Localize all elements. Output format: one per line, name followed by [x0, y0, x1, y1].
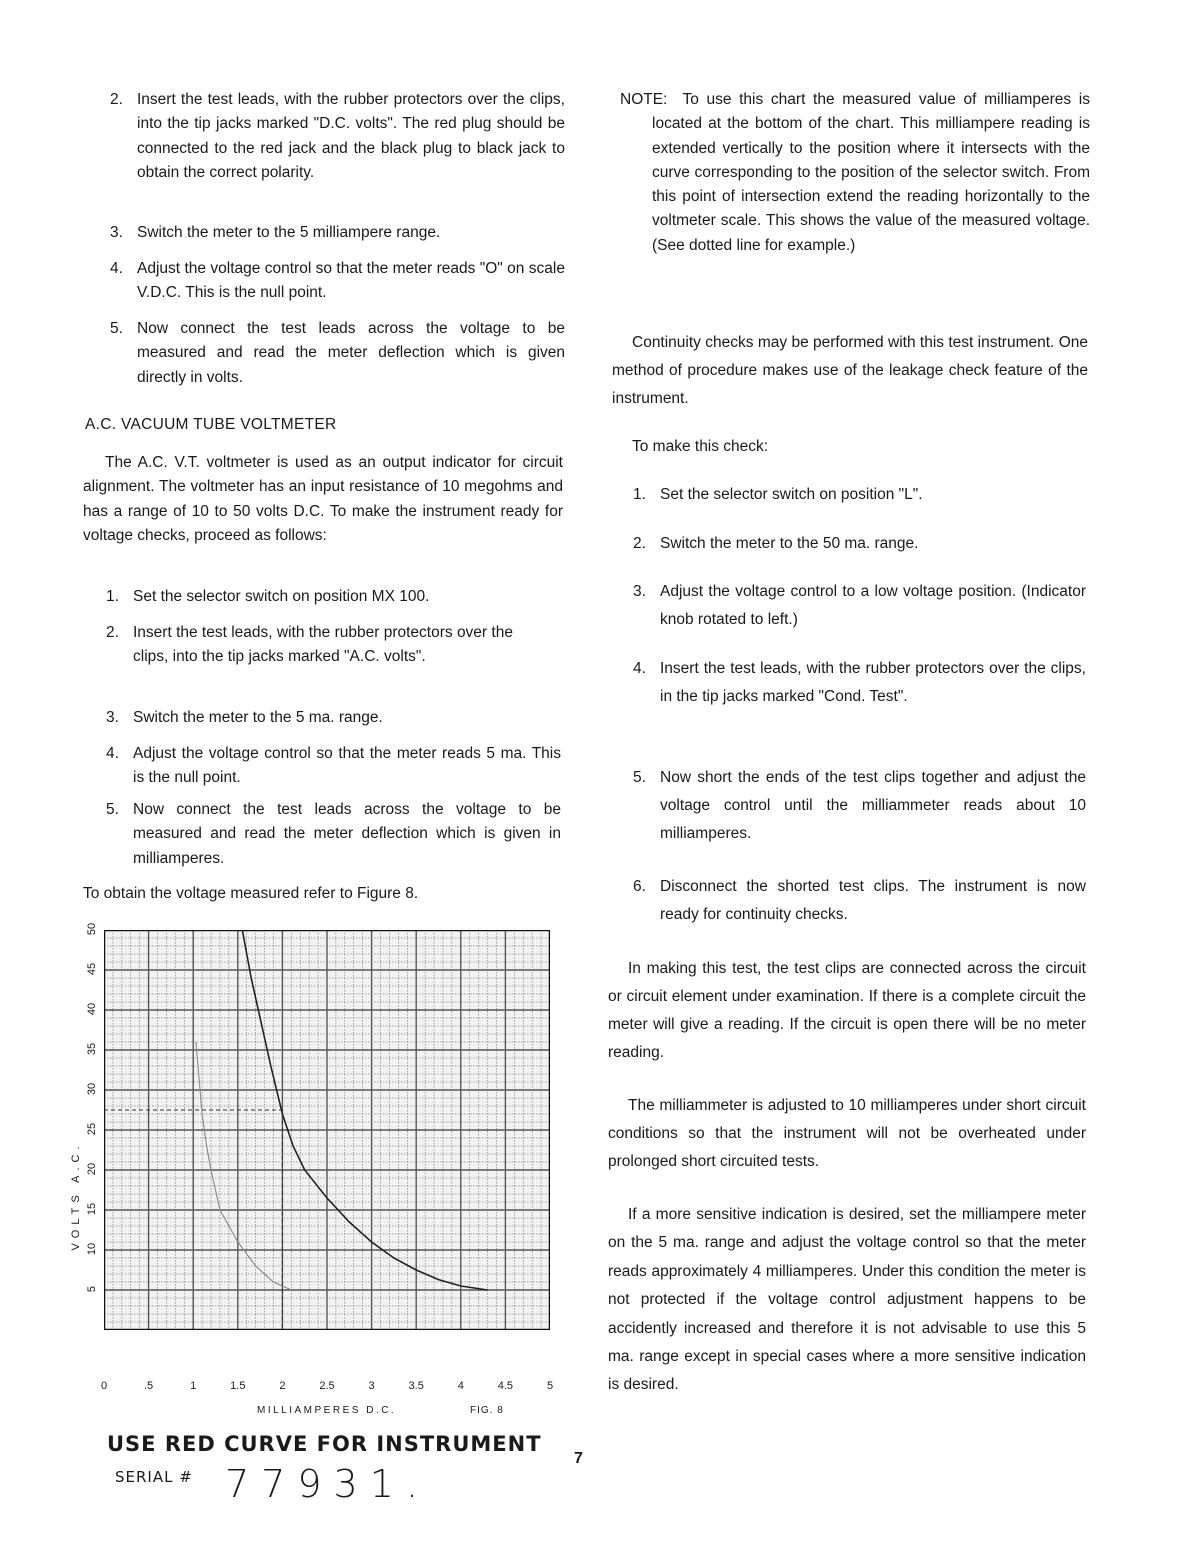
ac-step-4 — [106, 742, 561, 791]
x-tick-label: 1.5 — [230, 1380, 246, 1392]
y-tick-label: 20 — [86, 1162, 98, 1176]
step-text: Now short the ends of the test clips together and adjust the voltage control until the milliammeter reads about 10 milliamperes. — [660, 769, 1086, 842]
y-tick-label: 5 — [86, 1285, 98, 1293]
step-number: 3. — [110, 224, 123, 241]
x-tick-label: 3.5 — [408, 1380, 424, 1392]
step-number: 1. — [106, 588, 119, 605]
y-tick-label: 25 — [86, 1122, 98, 1136]
step-text: Insert the test leads, with the rubber protectors over the clips, in the tip jacks marked "Cond. Test". — [660, 660, 1086, 705]
sensitive-indication-paragraph: If a more sensitive indication is desired, set the milliampere meter on the 5 ma. range and adjust the voltage control so that the meter reads approximately 4 milliamperes. Under this condition the meter is not protected if the voltage control adjustment happens to be accidently increased and therefore it is not advisable to use this 5 ma. range except in special cases where a more sensitive indication is desired. — [608, 1206, 1086, 1394]
y-tick-label: 40 — [86, 1002, 98, 1016]
step-number: 4. — [633, 660, 646, 677]
x-tick-label: 0 — [100, 1380, 108, 1392]
check-step-4 — [633, 655, 1086, 711]
ac-step-3 — [106, 706, 561, 730]
page-number: 7 — [574, 1450, 583, 1467]
x-tick-label: 2.5 — [319, 1380, 335, 1392]
step-number: 3. — [633, 583, 646, 600]
section-heading: A.C. VACUUM TUBE VOLTMETER — [85, 416, 337, 433]
step-text: Set the selector switch on position MX 100. — [133, 588, 430, 605]
check-step-6 — [633, 873, 1086, 929]
y-axis-label: VOLTS A.C. — [70, 1141, 82, 1251]
step-text: Disconnect the shorted test clips. The instrument is now ready for continuity checks. — [660, 878, 1086, 923]
ac-intro: The A.C. V.T. voltmeter is used as an output indicator for circuit alignment. The voltmeter has an input resistance of 10 megohms and has a range of 10 to 50 volts D.C. To make the instrument ready for voltage checks, proceed as follows: — [83, 454, 563, 544]
step-text: Set the selector switch on position "L". — [660, 486, 923, 503]
step-text: Now connect the test leads across the voltage to be measured and read the meter deflection which is given directly in volts. — [137, 320, 565, 386]
check-step-2 — [633, 530, 1086, 558]
step-text: Adjust the voltage control to a low voltage position. (Indicator knob rotated to left.) — [660, 583, 1086, 628]
y-tick-label: 45 — [86, 962, 98, 976]
dc-step-4 — [110, 257, 565, 306]
ac-step-1 — [106, 585, 561, 609]
x-tick-label: 1 — [190, 1380, 197, 1392]
step-number: 5. — [110, 320, 123, 337]
making-test-paragraph: In making this test, the test clips are connected across the circuit or circuit element under examination. If there is a complete circuit the meter will give a reading. If the circuit is open there will be no meter reading. — [608, 960, 1086, 1061]
x-tick-label: 2 — [279, 1380, 286, 1392]
step-text: Adjust the voltage control so that the meter reads 5 ma. This is the null point. — [133, 745, 561, 787]
ac-step-2 — [106, 621, 523, 670]
dc-step-5 — [110, 317, 565, 390]
continuity-paragraph: Continuity checks may be performed with this test instrument. One method of procedure makes use of the leakage check feature of the instrument. — [612, 334, 1088, 407]
step-number: 2. — [633, 535, 646, 552]
y-tick-label: 10 — [86, 1242, 98, 1256]
step-text: Switch the meter to the 5 ma. range. — [133, 709, 383, 726]
step-number: 1. — [633, 486, 646, 503]
step-text: Insert the test leads, with the rubber protectors over the clips, into the tip jacks marked "A.C. volts". — [133, 624, 513, 666]
step-text: Switch the meter to the 50 ma. range. — [660, 535, 919, 552]
to-make-check: To make this check: — [632, 438, 769, 455]
serial-number-handwritten: 77931. — [225, 1462, 430, 1506]
step-text: Switch the meter to the 5 milliampere range. — [137, 224, 441, 241]
x-tick-label: 4.5 — [497, 1380, 514, 1392]
figure-reference: To obtain the voltage measured refer to Figure 8. — [83, 885, 419, 902]
step-number: 6. — [633, 878, 646, 895]
step-number: 5. — [633, 769, 646, 786]
serial-label: SERIAL # — [115, 1468, 193, 1486]
step-text: Adjust the voltage control so that the meter reads "O" on scale V.D.C. This is the null point. — [137, 260, 565, 302]
step-number: 2. — [110, 91, 123, 108]
x-tick-label: 5 — [546, 1380, 554, 1392]
note-body: To use this chart the measured value of milliamperes is located at the bottom of the chart. This milliampere reading is extended vertically to the position where it intersects with the curve corresponding to the position of the selector switch. From this point of intersection extend the reading horizontally to the voltmeter scale. This shows the value of the measured voltage. (See dotted line for example.) — [652, 91, 1090, 254]
dc-step-3 — [110, 221, 565, 245]
y-tick-label: 30 — [86, 1082, 98, 1096]
x-axis-label: MILLIAMPERES D.C. — [257, 1405, 397, 1416]
y-tick-label: 35 — [86, 1042, 98, 1056]
y-tick-label: 15 — [86, 1202, 98, 1216]
x-tick-label: 3 — [368, 1380, 375, 1392]
step-text: Now connect the test leads across the voltage to be measured and read the meter deflection which is given in milliamperes. — [133, 801, 561, 867]
step-number: 5. — [106, 801, 119, 818]
y-tick-label: 50 — [86, 922, 98, 936]
step-number: 3. — [106, 709, 119, 726]
figure-label: FIG. 8 — [470, 1405, 504, 1416]
figure-8-chart — [104, 930, 550, 1330]
note-text — [620, 88, 1090, 258]
step-number: 4. — [110, 260, 123, 277]
step-number: 4. — [106, 745, 119, 762]
x-tick-label: 4 — [457, 1380, 464, 1392]
red-curve-annotation: USE RED CURVE FOR INSTRUMENT — [107, 1432, 542, 1456]
milliammeter-paragraph: The milliammeter is adjusted to 10 milliamperes under short circuit conditions so that the instrument will not be overheated under prolonged short circuited tests. — [608, 1097, 1086, 1170]
x-tick-label: .5 — [144, 1380, 154, 1392]
ac-step-5 — [106, 798, 561, 871]
step-text: Insert the test leads, with the rubber protectors over the clips, into the tip jacks marked "D.C. volts". The red plug should be connected to the red jack and the black plug to black jack to obtain the correct polarity. — [137, 91, 565, 181]
step-number: 2. — [106, 624, 119, 641]
check-step-3 — [633, 578, 1086, 634]
dc-step-2 — [110, 88, 565, 185]
check-step-1 — [633, 481, 1086, 509]
check-step-5 — [633, 764, 1086, 848]
note-label: NOTE: — [620, 91, 668, 108]
